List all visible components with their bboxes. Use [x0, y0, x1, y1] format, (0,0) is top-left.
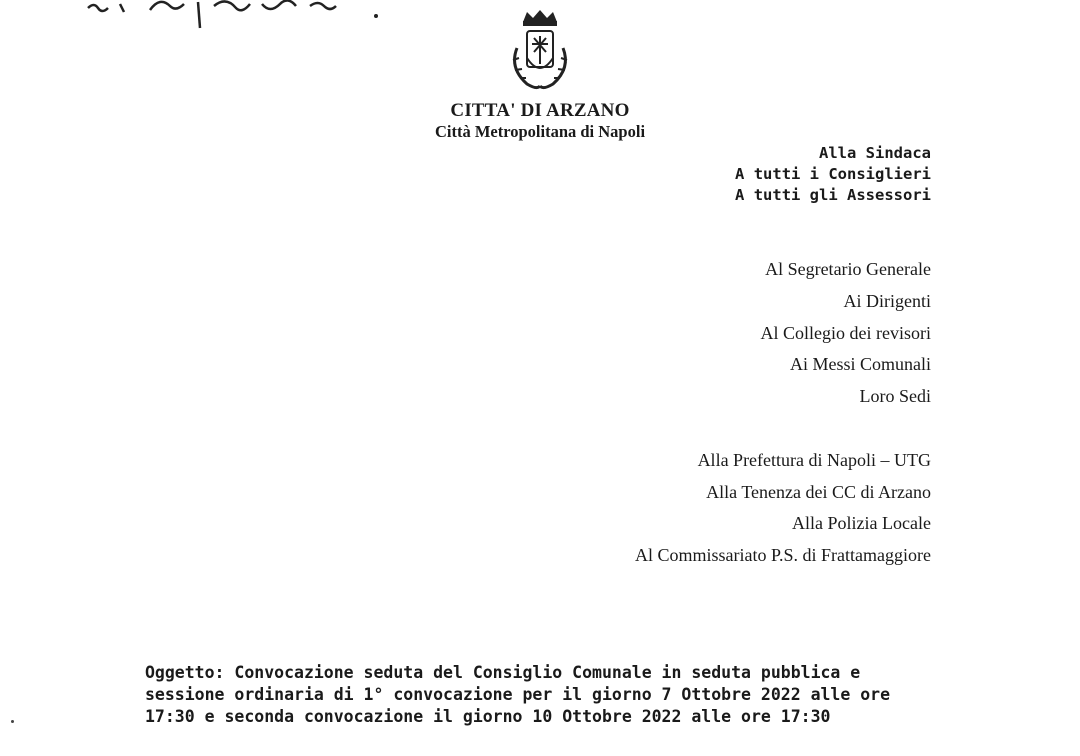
city-crest-icon: [503, 8, 577, 96]
margin-mark: [11, 720, 14, 723]
city-title: CITTA' DI ARZANO: [450, 100, 630, 121]
recipient-office: Al Collegio dei revisori: [760, 323, 931, 343]
recipient-office: Ai Messi Comunali: [789, 354, 931, 374]
recipient-office: Al Segretario Generale: [765, 259, 931, 279]
subject-line: 17:30 e seconda convocazione il giorno 10 Ottobre 2022 alle ore 17:30: [145, 707, 831, 726]
recipient-external: Alla Polizia Locale: [792, 513, 931, 533]
recipient-external: Alla Prefettura di Napoli – UTG: [697, 450, 931, 470]
recipient-external: Alla Tenenza dei CC di Arzano: [706, 482, 931, 502]
recipient-main: A tutti gli Assessori: [735, 186, 931, 204]
recipient-office: Ai Dirigenti: [843, 291, 931, 311]
recipient-main: Alla Sindaca: [819, 144, 931, 162]
handwritten-annotation: [80, 0, 390, 36]
recipient-office: Loro Sedi: [859, 386, 931, 406]
recipient-external: Al Commissariato P.S. di Frattamaggiore: [635, 545, 931, 565]
subject-line: Oggetto: Convocazione seduta del Consiglio Comunale in seduta pubblica e: [145, 663, 861, 682]
recipient-main: A tutti i Consiglieri: [735, 165, 931, 183]
subject-line: sessione ordinaria di 1° convocazione per il giorno 7 Ottobre 2022 alle ore: [145, 685, 891, 704]
metro-subtitle: Città Metropolitana di Napoli: [434, 122, 646, 141]
